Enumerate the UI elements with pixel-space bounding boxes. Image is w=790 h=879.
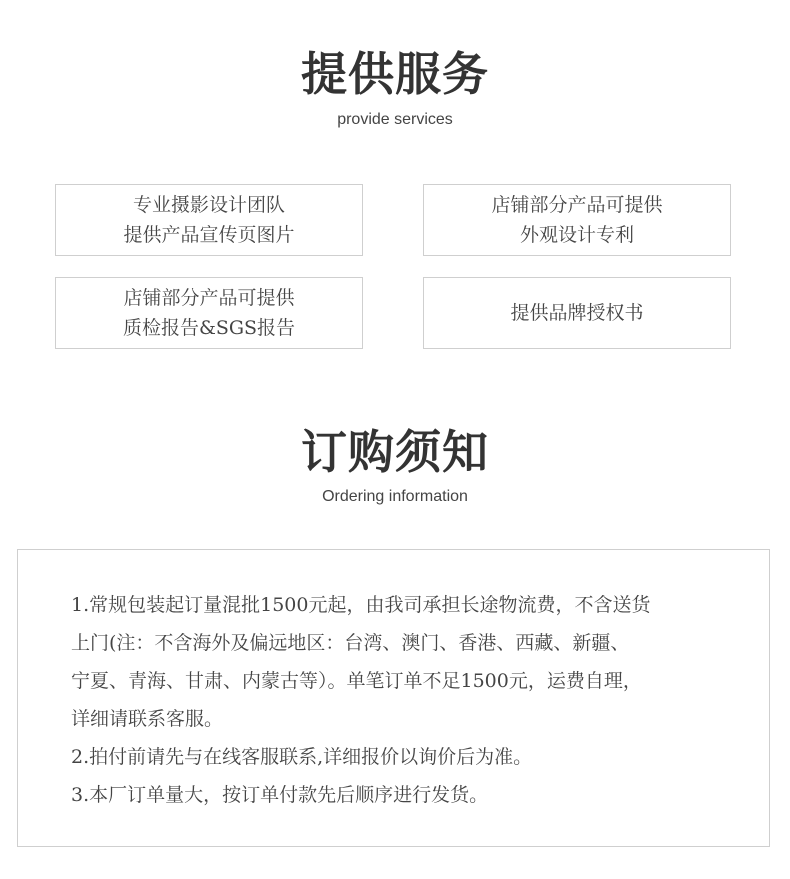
ordering-text-line: 1.常规包装起订量混批1500元起，由我司承担长途物流费，不含送货 [71, 594, 651, 616]
service-card-brand-authorization [423, 277, 731, 349]
service-card-line: 提供品牌授权书 [510, 302, 644, 324]
service-card-photography [55, 184, 363, 256]
ordering-text-line: 上门(注：不含海外及偏远地区：台湾、澳门、香港、西藏、新疆、 [71, 632, 630, 654]
service-card-line: 质检报告&SGS报告 [122, 317, 296, 339]
service-card-line: 店铺部分产品可提供 [123, 287, 295, 309]
service-card-line: 外观设计专利 [519, 224, 634, 246]
ordering-info-box [17, 549, 770, 847]
ordering-text-line: 宁夏、青海、甘肃、内蒙古等）。单笔订单不足1500元，运费自理， [71, 670, 642, 692]
service-card-design-patent [423, 184, 731, 256]
services-title: 提供服务 [301, 47, 489, 101]
service-card-line: 提供产品宣传页图片 [123, 224, 295, 246]
ordering-text-line: 详细请联系客服。 [71, 708, 224, 730]
service-card-line: 店铺部分产品可提供 [491, 194, 663, 216]
ordering-title: 订购须知 [301, 425, 489, 479]
ordering-text-line: 2.拍付前请先与在线客服联系,详细报价以询价后为准。 [71, 746, 533, 768]
service-card-inspection-report [55, 277, 363, 349]
services-subtitle: provide services [337, 111, 453, 128]
ordering-subtitle: Ordering information [322, 488, 468, 505]
ordering-text-line: 3.本厂订单量大，按订单付款先后顺序进行发货。 [71, 784, 489, 806]
service-card-line: 专业摄影设计团队 [132, 194, 285, 216]
